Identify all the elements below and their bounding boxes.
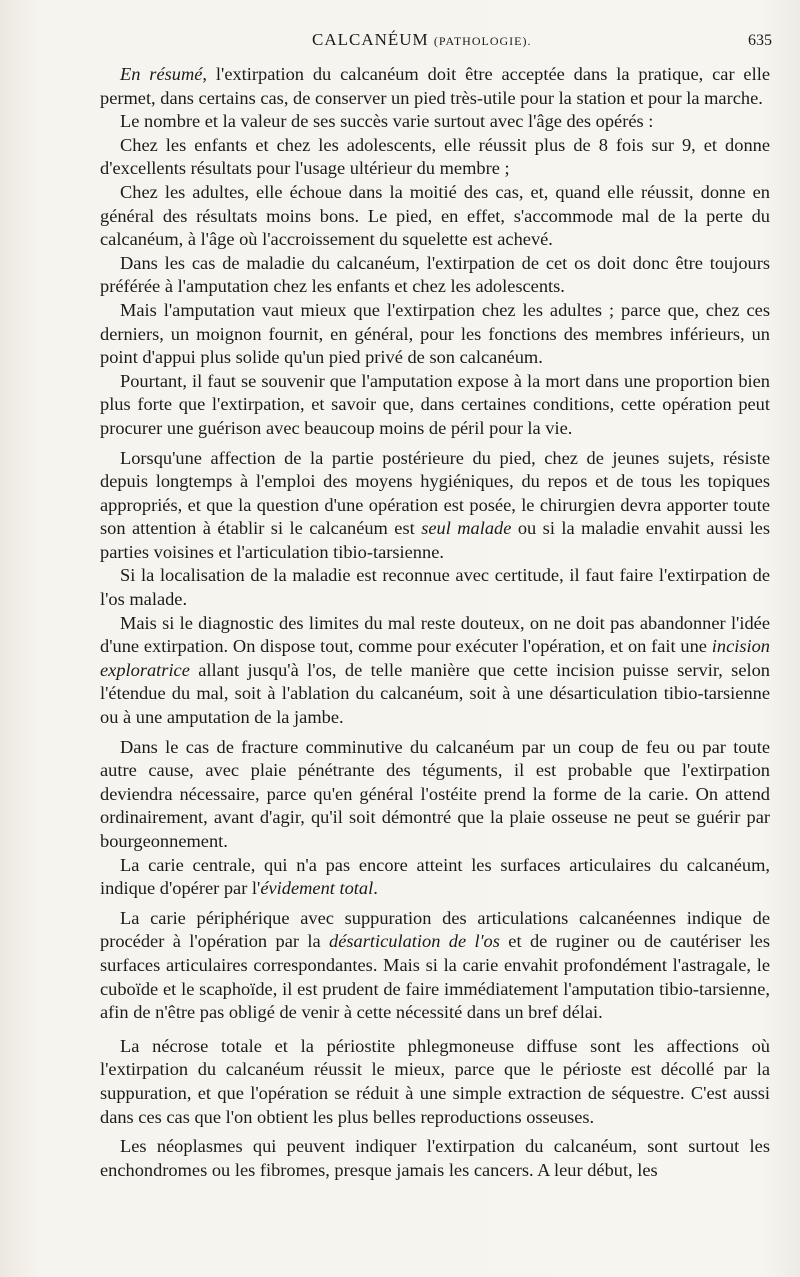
paragraph bbox=[100, 564, 770, 611]
italic-text: évidement total bbox=[260, 878, 374, 899]
paragraph bbox=[100, 63, 770, 110]
paragraph bbox=[100, 612, 770, 730]
paragraph bbox=[100, 134, 770, 181]
italic-text: seul malade bbox=[421, 518, 512, 539]
italic-text: incision exploratrice bbox=[100, 636, 770, 680]
text-run: La carie périphérique avec suppuration des articulations calcanéennes indique de procéder à l'opération par la bbox=[100, 907, 770, 952]
paragraph bbox=[100, 907, 770, 1025]
text-run: Les néoplasmes qui peuvent indiquer l'extirpation du calcanéum, sont surtout les enchondromes ou les fibromes, presque jamais les cancers. A leur début, les bbox=[100, 1136, 770, 1180]
text-run: et de ruginer ou de cautériser les surfaces articulaires correspondantes. Mais si la carie envahit profondément l'astragale, le cuboïde et le scaphoïde, il est prudent de faire immédiatement l'amputation tibio-tarsienne, afin de n'être pas obligé de venir à cette nécessité dans un bref délai. bbox=[100, 931, 770, 1023]
text-run: Lorsqu'une affection de la partie postérieure du pied, chez de jeunes sujets, résiste depuis longtemps à l'emploi des moyens hygiéniques, du repos et de tous les topiques appropriés, et que la question d'une opération est posée, le chirurgien devra apporter toute son attention à établir si le calcanéum est bbox=[100, 447, 770, 539]
text-run: Dans les cas de maladie du calcanéum, l'extirpation de cet os doit donc être toujours préférée à l'amputation chez les enfants et chez les adolescents. bbox=[100, 252, 770, 297]
paragraph bbox=[100, 1135, 770, 1182]
text-run: , l'extirpation du calcanéum doit être acceptée dans la pratique, car elle permet, dans certains cas, de conserver un pied très-utile pour la station et pour la marche. bbox=[100, 64, 770, 108]
text-run: La nécrose totale et la périostite phlegmoneuse diffuse sont les affections où l'extirpation du calcanéum réussit le mieux, parce que le périoste est décollé par la suppuration, et que l'opération se réduit à une simple extraction de séquestre. C'est aussi dans ces cas que l'on obtient les plus belles reproductions osseuses. bbox=[100, 1035, 770, 1127]
running-title-main: CALCANÉUM bbox=[312, 30, 429, 49]
paragraph bbox=[100, 252, 770, 299]
running-title bbox=[312, 30, 531, 50]
text-run: ou si la maladie envahit aussi les parties voisines et l'articulation tibio-tarsienne. bbox=[100, 518, 770, 562]
text-run: Si la localisation de la maladie est reconnue avec certitude, il faut faire l'extirpation de l'os malade. bbox=[100, 565, 770, 610]
italic-text: désarticulation de l'os bbox=[329, 931, 500, 952]
paragraph bbox=[100, 370, 770, 441]
page-number: 635 bbox=[748, 32, 772, 49]
text-run: Mais l'amputation vaut mieux que l'extirpation chez les adultes ; parce que, chez ces derniers, un moignon fournit, en général, pour les fonctions des membres inférieurs, un point d'appui plus solide qu'un pied privé de son calcanéum. bbox=[100, 299, 770, 368]
paragraph bbox=[100, 447, 770, 565]
text-run: Chez les enfants et chez les adolescents, elle réussit plus de 8 fois sur 9, et donne d'excellents résultats pour l'usage ultérieur du membre ; bbox=[100, 134, 770, 179]
paragraph bbox=[100, 1035, 770, 1129]
text-run: Le nombre et la valeur de ses succès varie surtout avec l'âge des opérés : bbox=[120, 111, 654, 132]
text-run: Mais si le diagnostic des limites du mal reste douteux, on ne doit pas abandonner l'idée d'une extirpation. On dispose tout, comme pour exécuter l'opération, et on fait une bbox=[100, 612, 770, 657]
text-run: Pourtant, il faut se souvenir que l'amputation expose à la mort dans une proportion bien plus forte que l'extirpation, et savoir que, dans certaines conditions, cette opération peut procurer une guérison avec beaucoup moins de péril pour la vie. bbox=[100, 370, 770, 438]
text-run: Dans le cas de fracture comminutive du calcanéum par un coup de feu ou par toute autre cause, avec plaie pénétrante des téguments, il est probable que l'extirpation deviendra nécessaire, parce qu'en général l'ostéite prend la forme de la carie. On attend ordinairement, avant d'agir, qu'il soit démontré que la plaie osseuse ne peut se guérir par bourgeonnement. bbox=[100, 736, 770, 851]
text-run: . bbox=[373, 878, 378, 899]
text-run: La carie centrale, qui n'a pas encore atteint les surfaces articulaires du calcanéum, indique d'opérer par l' bbox=[100, 854, 770, 899]
text-run: allant jusqu'à l'os, de telle manière que cette incision puisse servir, selon l'étendue du mal, soit à l'ablation du calcanéum, soit à une désarticulation tibio-tarsienne ou à une amputation de la jambe. bbox=[100, 659, 770, 728]
paragraph bbox=[100, 854, 770, 901]
text-run: Chez les adultes, elle échoue dans la moitié des cas, et, quand elle réussit, donne en général des résultats moins bons. Le pied, en effet, s'accommode mal de la perte du calcanéum, à l'âge où l'accroissement du squelette est achevé. bbox=[100, 181, 770, 250]
body-text bbox=[100, 63, 770, 1182]
paragraph bbox=[100, 299, 770, 370]
italic-text: En résumé bbox=[120, 64, 203, 84]
running-title-sub: (PATHOLOGIE). bbox=[433, 34, 532, 48]
paragraph bbox=[100, 110, 770, 134]
running-header bbox=[0, 22, 800, 52]
paragraph bbox=[100, 181, 770, 252]
paragraph bbox=[100, 736, 770, 854]
